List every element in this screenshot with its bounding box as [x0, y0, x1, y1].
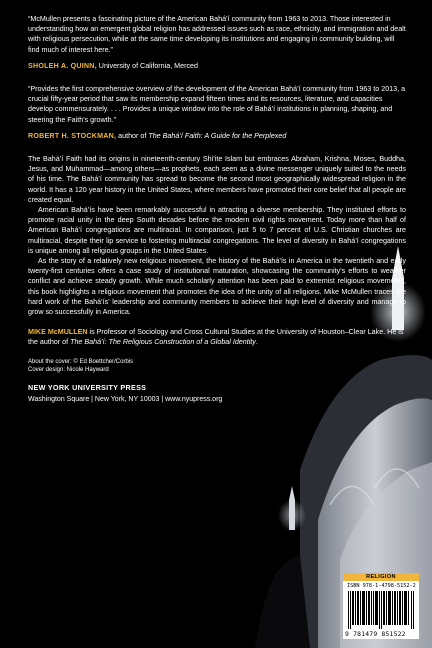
- bio-text-before: is Professor of Sociology and Cross Cultural Studies at the University of Houston–Clear Lake. He is the author of: [28, 328, 404, 347]
- barcode-bars: [347, 591, 415, 629]
- ean-digits: 9 781479 851522: [345, 630, 406, 638]
- category-label: RELIGION: [343, 573, 419, 581]
- blurb-author-1: SHOLEH A. QUINN,: [28, 61, 97, 70]
- blurb-attribution-1: [28, 61, 406, 71]
- description-paragraph-3: As the story of a relatively new religious movement, the history of the Bahá’ís in America in the twentieth and early twenty-first centuries offers a case study of institutional maturation, showcasing the community’s efforts to weather conflict and achieve steady growth. While much scholarly attention has been paid to extremist religious movements, this book highlights a religious movement that promotes the idea of the unity of all religions. Mike McMullen traces the hard work of the Bahá’ís’ leadership and community members to achieve their high level of diversity and manage to grow so successfully in America.: [28, 257, 406, 317]
- publisher-address: Washington Square | New York, NY 10003 | www.nyupress.org: [28, 395, 223, 403]
- publisher-name: NEW YORK UNIVERSITY PRESS: [28, 382, 147, 392]
- blurb-quote-2: “Provides the first comprehensive overview of the development of the American Bahá’í community from 1963 to 2013, a crucial fifty-year period that saw its membership expand fifteen times and its resources, literature, and capacities develop commensurately. . . . Provides a unique window into the role of Bahá’í institutions in planning, shaping, and steering the Faith’s growth.”: [28, 85, 406, 124]
- spacer: [28, 141, 406, 154]
- description-paragraph-1: The Bahá’í Faith had its origins in nineteenth-century Shi’ite Islam but embraces Abraham, Krishna, Moses, Buddha, Jesus, and Muhammad—among others—as prophets, each seen as a divine messenger uniquely suited to the needs of his time. The Bahá’í community has spread to become the second most geographically widespread religion in the world. It has a 120 year history in the United States, where members have promoted their core belief that all people are created equal.: [28, 155, 406, 204]
- bio-text-after: .: [255, 338, 258, 347]
- blurb-affiliation-prefix-2: author of: [116, 131, 149, 140]
- barcode-block: [343, 573, 419, 639]
- cover-credits: [28, 358, 406, 375]
- author-bio: [28, 327, 406, 347]
- description: [28, 154, 406, 317]
- blurb-attribution-2: [28, 131, 406, 141]
- blurb-affiliation-1: University of California, Merced: [96, 61, 198, 70]
- cover-design-credit: Cover design: Nicole Hayward: [28, 367, 109, 374]
- description-paragraph-2: American Bahá’ís have been remarkably successful in attracting a diverse membership. They instituted efforts to promote racial unity in the deep South decades before the modern civil rights movement. Today more than half of American Bahá’í congregations are multiracial. In comparison, just 5 to 7 percent of U.S. Christian churches are multiracial, despite their lip service to fostering multiracial congregations. The level of diversity in Bahá’í congregations is unique among all religious groups in the United States.: [28, 206, 406, 255]
- barcode-panel: [343, 581, 419, 639]
- text-column: [28, 14, 406, 405]
- bio-book-title: The Bahá’í: The Religious Construction of a Global Identity: [70, 338, 256, 347]
- blurb-book-title-2: The Bahá’í Faith: A Guide for the Perplexed: [148, 131, 287, 140]
- isbn-text: ISBN 978-1-4798-5152-2: [347, 583, 416, 589]
- spacer: [28, 71, 406, 84]
- cover-photo-credit: About the cover: © Ed Boettcher/Corbis: [28, 358, 134, 365]
- blurb-author-2: ROBERT H. STOCKMAN,: [28, 131, 117, 140]
- bio-author-name: MIKE McMULLEN: [28, 328, 88, 337]
- blurb-quote-1: “McMullen presents a fascinating picture of the American Bahá’í community from 1963 to 2013. Those interested in understanding how an emergent global religion has addressed issues such as race, ethnicity, and immigration and dealt with religious persecution, while at the same time developing its institutions and engaging in community building, will find much of interest here.”: [28, 15, 406, 54]
